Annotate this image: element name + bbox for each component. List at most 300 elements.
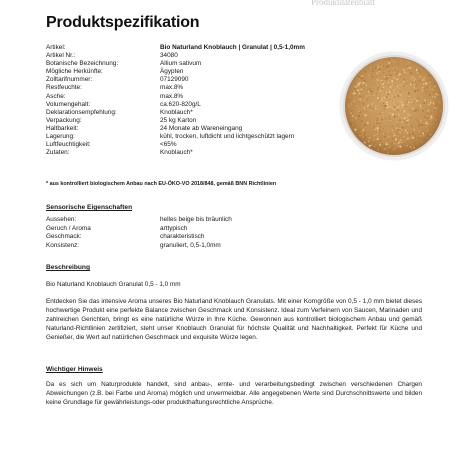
granule — [426, 106, 427, 107]
granule — [351, 110, 352, 111]
granule — [366, 107, 367, 108]
granule — [410, 62, 411, 63]
granule — [404, 144, 405, 145]
granule — [375, 84, 376, 85]
granule — [360, 93, 361, 94]
granule — [420, 141, 421, 142]
granule — [420, 107, 421, 108]
granule — [422, 79, 424, 81]
granule — [348, 106, 350, 108]
granule — [396, 128, 397, 129]
granule — [410, 115, 411, 116]
granule — [436, 114, 437, 115]
granule — [389, 59, 390, 60]
granule — [356, 127, 358, 129]
granule — [384, 105, 386, 107]
granule — [396, 68, 397, 69]
granule — [416, 71, 417, 72]
granule — [383, 119, 384, 120]
granule — [362, 136, 364, 138]
granule — [395, 81, 397, 83]
granule — [363, 130, 364, 131]
granule — [380, 109, 381, 110]
granule — [419, 137, 420, 138]
granule — [389, 81, 391, 83]
granule — [359, 109, 361, 111]
granule — [410, 116, 412, 118]
granule — [390, 74, 392, 76]
granule — [394, 116, 396, 118]
granule — [422, 88, 424, 90]
granule — [398, 70, 399, 71]
granule — [380, 124, 381, 125]
granule — [365, 99, 367, 101]
granule — [434, 96, 436, 98]
granule — [394, 69, 396, 71]
granule — [382, 61, 383, 62]
granule — [403, 126, 405, 128]
granule — [398, 63, 400, 65]
granule — [358, 110, 360, 112]
granule — [421, 84, 422, 85]
granule — [359, 96, 360, 97]
granule — [375, 129, 377, 131]
granule — [430, 100, 431, 101]
granule — [404, 138, 405, 139]
granule — [423, 128, 424, 129]
spec-value: 24 Monate ab Wareneingang — [160, 124, 243, 132]
granule — [392, 89, 394, 91]
granule — [388, 147, 389, 148]
granule — [393, 71, 395, 73]
granule — [427, 137, 428, 138]
granule — [415, 84, 416, 85]
granule — [383, 115, 384, 116]
granule — [402, 104, 404, 106]
granule — [403, 67, 404, 68]
granule — [390, 93, 391, 94]
spec-key: Botanische Bezeichnung: — [46, 60, 119, 68]
granule — [367, 138, 369, 140]
granule — [394, 143, 395, 144]
granule — [388, 136, 389, 137]
granule — [423, 102, 425, 104]
granule — [401, 152, 402, 153]
granule — [362, 133, 363, 134]
granule — [397, 87, 398, 88]
granule — [351, 93, 352, 94]
granule — [348, 108, 349, 109]
granule — [416, 69, 418, 71]
granule — [369, 132, 370, 133]
granule — [387, 152, 388, 153]
granule — [427, 110, 429, 112]
granule — [363, 107, 364, 108]
granule — [387, 143, 389, 145]
granule — [406, 110, 407, 111]
granule — [407, 68, 408, 69]
granule — [364, 132, 366, 134]
granule — [416, 85, 417, 86]
granule — [404, 88, 405, 89]
granule — [362, 108, 363, 109]
spec-value: 34080 — [160, 52, 178, 60]
granule — [393, 120, 394, 121]
granule — [418, 120, 420, 122]
spec-row — [46, 149, 305, 157]
granule — [385, 134, 386, 135]
granule — [380, 86, 381, 87]
granule — [373, 88, 374, 89]
granule — [364, 142, 366, 144]
granule — [393, 77, 395, 79]
granule — [391, 102, 392, 103]
granule — [358, 109, 359, 110]
granule — [374, 131, 375, 132]
granule — [438, 101, 440, 103]
granule — [349, 120, 350, 121]
granule — [384, 141, 385, 142]
granule — [394, 138, 395, 139]
granule — [402, 123, 404, 125]
granule — [359, 111, 361, 113]
granule — [395, 65, 396, 66]
granule — [363, 133, 364, 134]
granule — [397, 103, 398, 104]
granule — [404, 79, 405, 80]
granule — [408, 73, 409, 74]
spec-value: 25 kg Karton — [160, 116, 197, 124]
granule — [386, 77, 388, 79]
granule — [348, 100, 349, 101]
granule — [396, 121, 397, 122]
granule — [421, 106, 423, 108]
granule — [367, 86, 368, 87]
granule — [370, 134, 371, 135]
granule — [410, 99, 411, 100]
granule — [431, 117, 433, 119]
granule — [377, 130, 379, 132]
granule — [401, 136, 402, 137]
granule — [389, 116, 391, 118]
granule — [363, 114, 365, 116]
granule — [429, 119, 430, 120]
granule — [407, 145, 408, 146]
granule — [412, 122, 413, 123]
granule — [378, 149, 379, 150]
granule — [400, 91, 401, 92]
granule — [411, 102, 413, 104]
granule — [407, 114, 409, 116]
granule — [359, 134, 361, 136]
sensory-row — [46, 216, 232, 225]
granule — [365, 84, 367, 86]
granule — [427, 123, 429, 125]
granule — [382, 85, 383, 86]
page-title: Produktspezifikation — [46, 14, 200, 31]
granule — [405, 67, 406, 68]
granule — [381, 95, 382, 96]
granule — [388, 76, 389, 77]
spec-key: Volumengehalt: — [46, 100, 91, 108]
granule — [411, 111, 413, 113]
granule — [376, 70, 377, 71]
granule — [377, 99, 378, 100]
granule — [377, 114, 378, 115]
granule — [410, 125, 411, 126]
granule — [418, 103, 419, 104]
granule — [372, 70, 374, 72]
granule — [387, 131, 388, 132]
granule — [368, 87, 369, 88]
granule — [383, 149, 385, 151]
granule — [373, 102, 374, 103]
granule — [401, 142, 402, 143]
granule — [378, 113, 379, 114]
granule — [365, 126, 366, 127]
granule — [395, 74, 396, 75]
granule — [421, 77, 422, 78]
granule — [362, 118, 363, 119]
granule — [415, 144, 416, 145]
granule — [426, 126, 428, 128]
granule — [402, 107, 404, 109]
granule — [395, 143, 396, 144]
granule — [413, 132, 414, 133]
granule — [417, 72, 419, 74]
granule — [392, 65, 393, 66]
granule — [410, 79, 411, 80]
granule — [378, 65, 379, 66]
granule — [383, 108, 385, 110]
granule — [436, 99, 438, 101]
granule — [355, 118, 356, 119]
granule — [412, 65, 413, 66]
granule — [420, 123, 421, 124]
granule — [399, 131, 401, 133]
granule — [426, 87, 427, 88]
granule — [391, 125, 393, 127]
granule — [370, 118, 372, 120]
granule — [381, 103, 382, 104]
spec-value: max.8% — [160, 84, 184, 92]
granule — [383, 99, 384, 100]
granule — [372, 93, 374, 95]
spec-row — [46, 101, 305, 109]
notice-body: Da es sich um Naturprodukte handelt, sind anbau-, ernte- und verarbeitungsbedingt zwischen verschiedenen Chargen Abweichungen (z.B. bei Farbe und Aroma) möglich und unvermeidbar. Alle angegebenen Werte sind Durchschnittswerte und bilden keine Grundlage für gewährleistungs-oder produkthaftungsrechtliche Ansprüche. — [46, 381, 422, 406]
granule — [403, 136, 405, 138]
granule — [407, 104, 408, 105]
granule — [408, 92, 410, 94]
granule — [369, 95, 370, 96]
spec-row — [46, 93, 305, 101]
granule — [381, 80, 383, 82]
granule — [395, 59, 396, 60]
granule — [364, 128, 365, 129]
spec-key: Mögliche Herkünfte: — [46, 68, 103, 76]
granule — [398, 75, 399, 76]
granule — [365, 70, 366, 71]
granule — [395, 148, 396, 149]
granule — [376, 108, 377, 109]
granule — [377, 88, 379, 90]
granule — [413, 137, 415, 139]
granule — [397, 76, 398, 77]
granule — [411, 147, 412, 148]
sensory-key: Aussehen: — [46, 216, 77, 223]
granule — [351, 103, 352, 104]
granule — [418, 122, 419, 123]
granule — [385, 127, 386, 128]
granule — [381, 122, 382, 123]
granule — [416, 114, 417, 115]
granule — [361, 88, 363, 90]
granule — [434, 83, 436, 85]
granule — [396, 85, 398, 87]
granule — [420, 131, 421, 132]
granule — [377, 92, 378, 93]
granule — [417, 89, 419, 91]
granule — [385, 69, 386, 70]
granule — [404, 141, 405, 142]
granule — [425, 122, 427, 124]
granule — [368, 76, 369, 77]
granule — [427, 129, 429, 131]
granule — [359, 89, 360, 90]
granule — [365, 80, 367, 82]
granule — [435, 105, 437, 107]
granule — [400, 60, 402, 62]
granule — [401, 101, 403, 103]
granule — [381, 108, 382, 109]
granule — [396, 142, 397, 143]
granule — [371, 91, 373, 93]
granule — [383, 97, 385, 99]
granule — [383, 103, 384, 104]
granule — [405, 102, 406, 103]
granule — [399, 73, 401, 75]
granule — [391, 80, 393, 82]
granule — [362, 111, 363, 112]
granule — [387, 93, 389, 95]
granule — [393, 147, 394, 148]
description-subtitle: Bio Naturland Knoblauch Granulat 0,5 - 1,0 mm — [46, 281, 181, 288]
granule — [380, 90, 382, 92]
granule — [376, 120, 378, 122]
spec-value: Bio Naturland Knoblauch | Granulat | 0,5-1,0mm — [160, 44, 305, 51]
granule — [420, 135, 422, 137]
spec-value: Knoblauch* — [160, 108, 193, 116]
granule — [428, 101, 429, 102]
granule — [392, 107, 394, 109]
granule — [403, 71, 404, 72]
granule — [371, 145, 372, 146]
granule — [370, 127, 371, 128]
granule — [375, 145, 376, 146]
granule — [375, 66, 377, 68]
granule — [409, 134, 411, 136]
granule — [393, 113, 395, 115]
granule — [401, 78, 402, 79]
granule — [407, 97, 409, 99]
granule — [389, 106, 390, 107]
granule — [409, 109, 411, 111]
granule — [391, 133, 392, 134]
granule — [384, 134, 385, 135]
granule — [358, 101, 360, 103]
granule — [418, 124, 420, 126]
granule — [380, 118, 381, 119]
granule — [400, 139, 401, 140]
granule — [403, 69, 405, 71]
granule — [370, 107, 371, 108]
granule — [375, 113, 376, 114]
granule — [357, 117, 358, 118]
granule — [406, 120, 407, 121]
granule — [404, 90, 405, 91]
granule — [387, 136, 388, 137]
granule — [397, 108, 398, 109]
granule — [419, 71, 421, 73]
granule — [350, 123, 352, 125]
granule — [409, 135, 410, 136]
granule — [382, 86, 384, 88]
granule — [410, 146, 411, 147]
granule — [352, 115, 354, 117]
granule — [414, 78, 415, 79]
granule — [417, 110, 418, 111]
granule — [399, 128, 400, 129]
granule — [356, 105, 357, 106]
granule — [413, 103, 414, 104]
granule — [375, 106, 376, 107]
spec-row — [46, 44, 305, 52]
granule — [349, 95, 351, 97]
granule — [365, 110, 366, 111]
granule — [429, 134, 430, 135]
granule — [394, 78, 396, 80]
granule — [375, 76, 376, 77]
granule — [388, 62, 390, 64]
granule — [383, 138, 384, 139]
granule — [387, 134, 389, 136]
granule — [390, 112, 391, 113]
granule — [394, 61, 396, 63]
granule — [413, 129, 415, 131]
granule — [359, 93, 360, 94]
granule — [380, 143, 381, 144]
granule — [419, 97, 421, 99]
granule — [392, 130, 393, 131]
cut-off-header-text: Produktdatenblatt — [311, 0, 375, 6]
granule — [385, 110, 386, 111]
granule — [408, 61, 410, 63]
granule — [400, 94, 402, 96]
granule — [403, 132, 405, 134]
granule — [377, 66, 379, 68]
granule — [385, 87, 387, 89]
granule — [354, 128, 355, 129]
granule — [351, 119, 352, 120]
granule — [358, 100, 359, 101]
granule — [408, 141, 409, 142]
granule — [364, 71, 366, 73]
granule — [406, 116, 407, 117]
granule — [347, 103, 348, 104]
spec-row — [46, 117, 305, 125]
granule — [395, 138, 397, 140]
sensory-key: Geschmack: — [46, 233, 82, 241]
